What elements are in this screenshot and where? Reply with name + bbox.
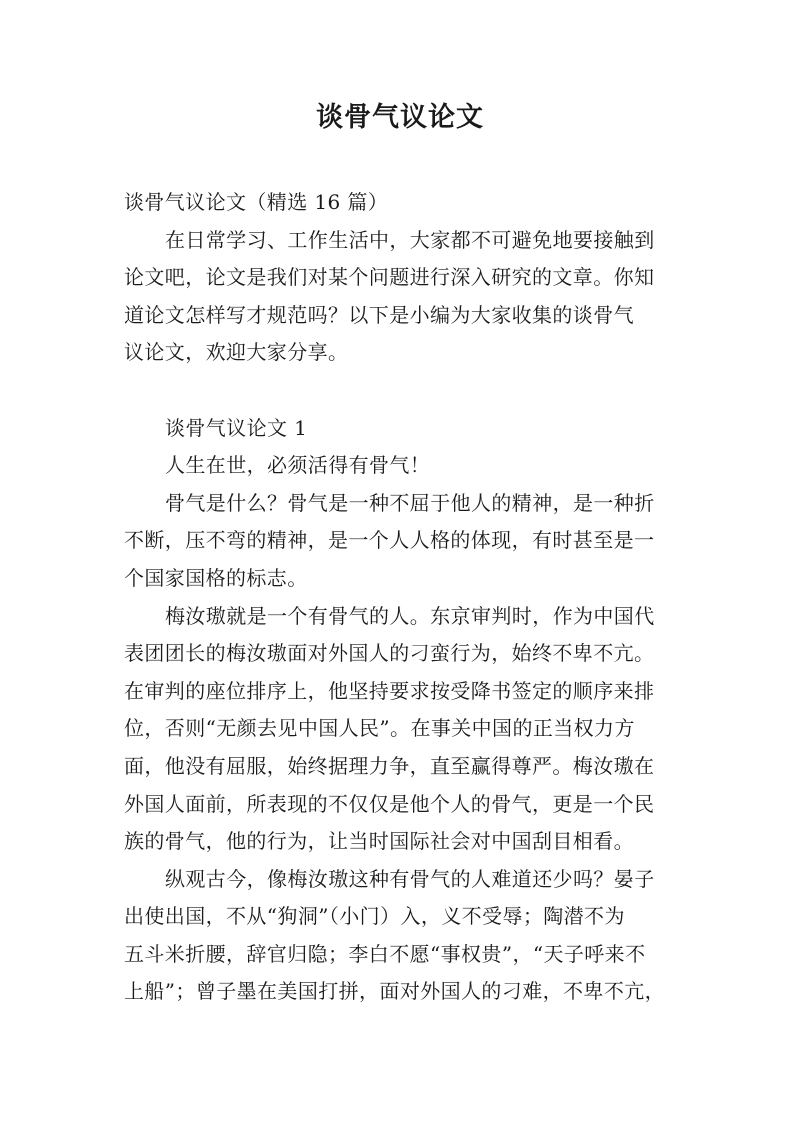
- blank-line: [124, 372, 684, 410]
- body-line: 出使出国，不从“狗洞”（小门）入，义不受辱；陶潜不为: [124, 904, 625, 929]
- document-title: 谈骨气议论文: [316, 102, 484, 133]
- body-line: 上船”；曾子墨在美国打拼，面对外国人的刁难，不卑不亢，: [124, 979, 666, 1004]
- body-line: 道论文怎样写才规范吗？以下是小编为大家收集的谈骨气: [124, 302, 634, 327]
- body-line: 在审判的座位排序上，他坚持要求按受降书签定的顺序来排: [124, 678, 655, 703]
- body-line: 纵观古今，像梅汝璈这种有骨气的人难道还少吗？晏子: [165, 866, 655, 891]
- section-heading: 谈骨气议论文 1: [165, 415, 308, 440]
- body-line: 梅汝璈就是一个有骨气的人。东京审判时，作为中国代: [165, 603, 655, 628]
- body-line: 不断，压不弯的精神，是一个人人格的体现，有时甚至是一: [124, 528, 655, 553]
- body-line: 人生在世，必须活得有骨气！: [165, 453, 431, 478]
- body-line: 骨气是什么？骨气是一种不屈于他人的精神，是一种折: [165, 490, 655, 515]
- body-line: 族的骨气，他的行为，让当时国际社会对中国刮目相看。: [124, 829, 634, 854]
- body-line: 面，他没有屈服，始终据理力争，直至赢得尊严。梅汝璈在: [124, 753, 655, 778]
- body-line: 谈骨气议论文（精选 16 篇）: [124, 190, 389, 214]
- body-line: 位，否则“无颜去见中国人民”。在事关中国的正当权力方: [124, 716, 635, 741]
- body-line: 表团团长的梅汝璈面对外国人的刁蛮行为，始终不卑不亢。: [124, 641, 655, 666]
- body-line: 五斗米折腰，辞官归隐；李白不愿“事权贵”，“天子呼来不: [124, 941, 646, 966]
- body-line: 在日常学习、工作生活中，大家都不可避免地要接触到: [165, 227, 655, 252]
- body-line: 个国家国格的标志。: [124, 565, 308, 590]
- body-line: 外国人面前，所表现的不仅仅是他个人的骨气，更是一个民: [124, 791, 655, 816]
- body-line: 论文吧，论文是我们对某个问题进行深入研究的文章。你知: [124, 265, 655, 290]
- body-line: 议论文，欢迎大家分享。: [124, 340, 349, 365]
- document-body: [124, 184, 684, 1011]
